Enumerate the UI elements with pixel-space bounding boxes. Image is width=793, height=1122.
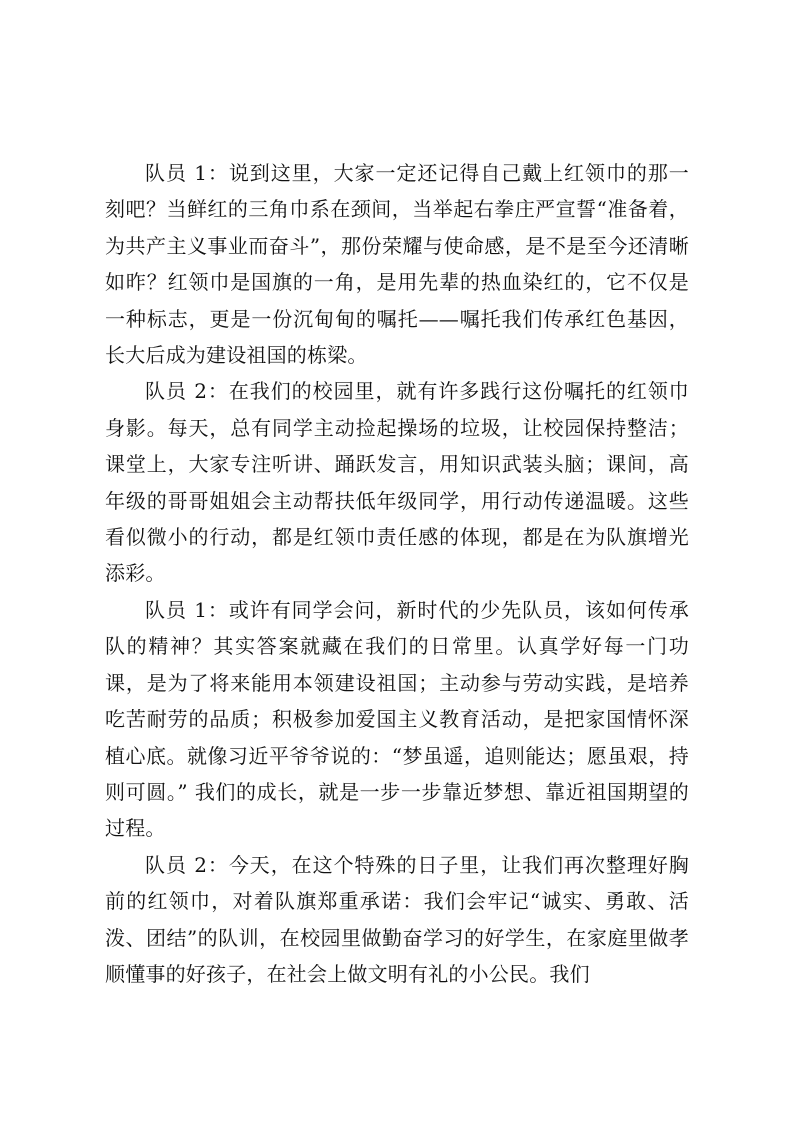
paragraph-3: 队员 1：或许有同学会问，新时代的少先队员，该如何传承队的精神？其实答案就藏在我们的日常里。认真学好每一门功课，是为了将来能用本领建设祖国；主动参与劳动实践，是培养吃苦耐劳的品质；积极参加爱国主义教育活动，是把家国情怀深植心底。就像习近平爷爷说的：“梦虽遥，追则能达；愿虽艰，持则可圆。” 我们的成长，就是一步一步靠近梦想、靠近祖国期望的过程。 (105, 597, 689, 841)
paragraph-4: 队员 2：今天，在这个特殊的日子里，让我们再次整理好胸前的红领巾，对着队旗郑重承诺：我们会牢记“诚实、勇敢、活泼、团结”的队训，在校园里做勤奋学习的好学生，在家庭里做孝顺懂事的好孩子，在社会上做文明有礼的小公民。我们 (105, 852, 689, 986)
document-body (105, 155, 689, 992)
paragraph-1: 队员 1：说到这里，大家一定还记得自己戴上红领巾的那一刻吧？当鲜红的三角巾系在颈间，当举起右拳庄严宣誓“准备着，为共产主义事业而奋斗”，那份荣耀与使命感，是不是至今还清晰如昨？红领巾是国旗的一角，是用先辈的热血染红的，它不仅是一种标志，更是一份沉甸甸的嘱托——嘱托我们传承红色基因，长大后成为建设祖国的栋梁。 (105, 161, 689, 368)
paragraph-2: 队员 2：在我们的校园里，就有许多践行这份嘱托的红领巾身影。每天，总有同学主动捡起操场的垃圾，让校园保持整洁；课堂上，大家专注听讲、踊跃发言，用知识武装头脑；课间，高年级的哥哥姐姐会主动帮扶低年级同学，用行动传递温暖。这些看似微小的行动，都是红领巾责任感的体现，都是在为队旗增光添彩。 (105, 379, 689, 586)
